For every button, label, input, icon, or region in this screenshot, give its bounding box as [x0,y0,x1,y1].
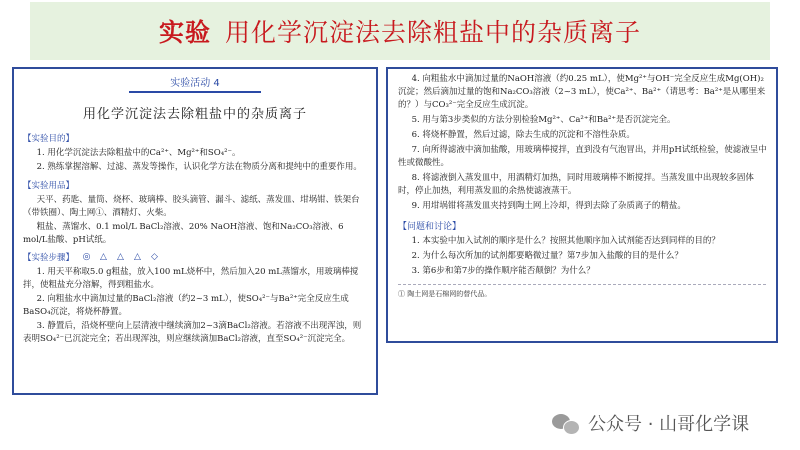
activity-label: 实验活动 4 [129,74,261,93]
activity-title: 用化学沉淀法去除粗盐中的杂质离子 [82,107,307,122]
banner-experiment-label: 实验 [158,18,211,47]
step-4: 4. 向粗盐水中滴加过量的NaOH溶液（约0.25 mL），使Mg²⁺与OH⁻完全反应生成Mg(OH)₂沉淀；然后滴加过量的饱和Na₂CO₃溶液（2~3 mL），使Ca²⁺、Ba²⁺（请思考：Ba²⁺是从哪里来的？）与CO₃²⁻完全反应生成沉淀。 [398,74,766,110]
heat-icon: △ [117,252,124,262]
question-3: 3. 第6步和第7步的操作顺序能否颠倒？为什么？ [411,266,595,276]
supplies-heading: 【实验用品】 [23,181,75,191]
discussion-heading: 【问题和讨论】 [398,222,462,232]
step-3: 3. 静置后，沿烧杯壁向上层清液中继续滴加2~3滴BaCl₂溶液。若溶液不出现浑浊，则表明SO₄²⁻已沉淀完全；若出现浑浊，则应继续滴加BaCl₂溶液，直至SO₄²⁻沉淀完全。 [23,321,362,344]
purpose-item-1: 1. 用化学沉淀法去除粗盐中的Ca²⁺、Mg²⁺和SO₄²⁻。 [36,148,241,158]
hand-wash-icon: ◇ [151,252,158,262]
goggles-icon: ◎ [82,252,91,262]
question-1: 1. 本实验中加入试剂的顺序是什么？按照其他顺序加入试剂能否达到同样的目的？ [411,236,720,246]
watermark-text: 公众号 · 山哥化学课 [588,414,750,435]
corrosive-icon: △ [134,252,141,262]
wechat-watermark [552,410,749,436]
slide-banner [30,2,770,60]
supplies-equipment: 天平、药匙、量筒、烧杯、玻璃棒、胶头滴管、漏斗、滤纸、蒸发皿、坩埚钳、铁架台（带铁圈）、陶土网①、酒精灯、火柴。 [23,195,360,218]
steps-heading: 【实验步骤】 [23,253,75,263]
purpose-heading: 【实验目的】 [23,134,75,144]
question-2: 2. 为什么每次所加的试剂都要略微过量？第7步加入盐酸的目的是什么？ [411,251,683,261]
step-7: 7. 向所得滤液中滴加盐酸，用玻璃棒搅拌，直到没有气泡冒出，并用pH试纸检验，使滤液呈中性或微酸性。 [398,145,767,168]
step-9: 9. 用坩埚钳将蒸发皿夹持到陶土网上冷却，得到去除了杂质离子的精盐。 [411,201,686,211]
step-6: 6. 将烧杯静置，然后过滤，除去生成的沉淀和不溶性杂质。 [411,130,635,140]
footnote-divider [398,284,766,285]
step-5: 5. 用与第3步类似的方法分别检验Mg²⁺、Ca²⁺和Ba²⁺是否沉淀完全。 [411,115,676,125]
banner-title: 用化学沉淀法去除粗盐中的杂质离子 [225,18,642,47]
step-1: 1. 用天平称取5.0 g粗盐，放入100 mL烧杯中，然后加入20 mL蒸馏水，用玻璃棒搅拌，使粗盐充分溶解，得到粗盐水。 [23,267,359,290]
fire-icon: △ [100,252,107,262]
step-8: 8. 将滤液倒入蒸发皿中，用酒精灯加热，同时用玻璃棒不断搅拌。当蒸发皿中出现较多固体时，停止加热，利用蒸发皿的余热使滤液蒸干。 [398,173,754,196]
supplies-reagents: 粗盐、蒸馏水、0.1 mol/L BaCl₂溶液、20% NaOH溶液、饱和Na₂CO₃溶液、6 mol/L盐酸、pH试纸。 [23,222,344,245]
wechat-logo-icon [552,412,582,434]
step-2: 2. 向粗盐水中滴加过量的BaCl₂溶液（约2~3 mL），使SO₄²⁻与Ba²⁺完全反应生成BaSO₄沉淀，将烧杯静置。 [23,294,349,317]
steps-heading-row [23,251,376,263]
purpose-item-2: 2. 熟练掌握溶解、过滤、蒸发等操作，认识化学方法在物质分离和提纯中的重要作用。 [36,162,362,172]
textbook-page-right [386,67,778,343]
footnote: ① 陶土网是石棉网的替代品。 [398,290,492,298]
textbook-page-left [12,67,378,395]
